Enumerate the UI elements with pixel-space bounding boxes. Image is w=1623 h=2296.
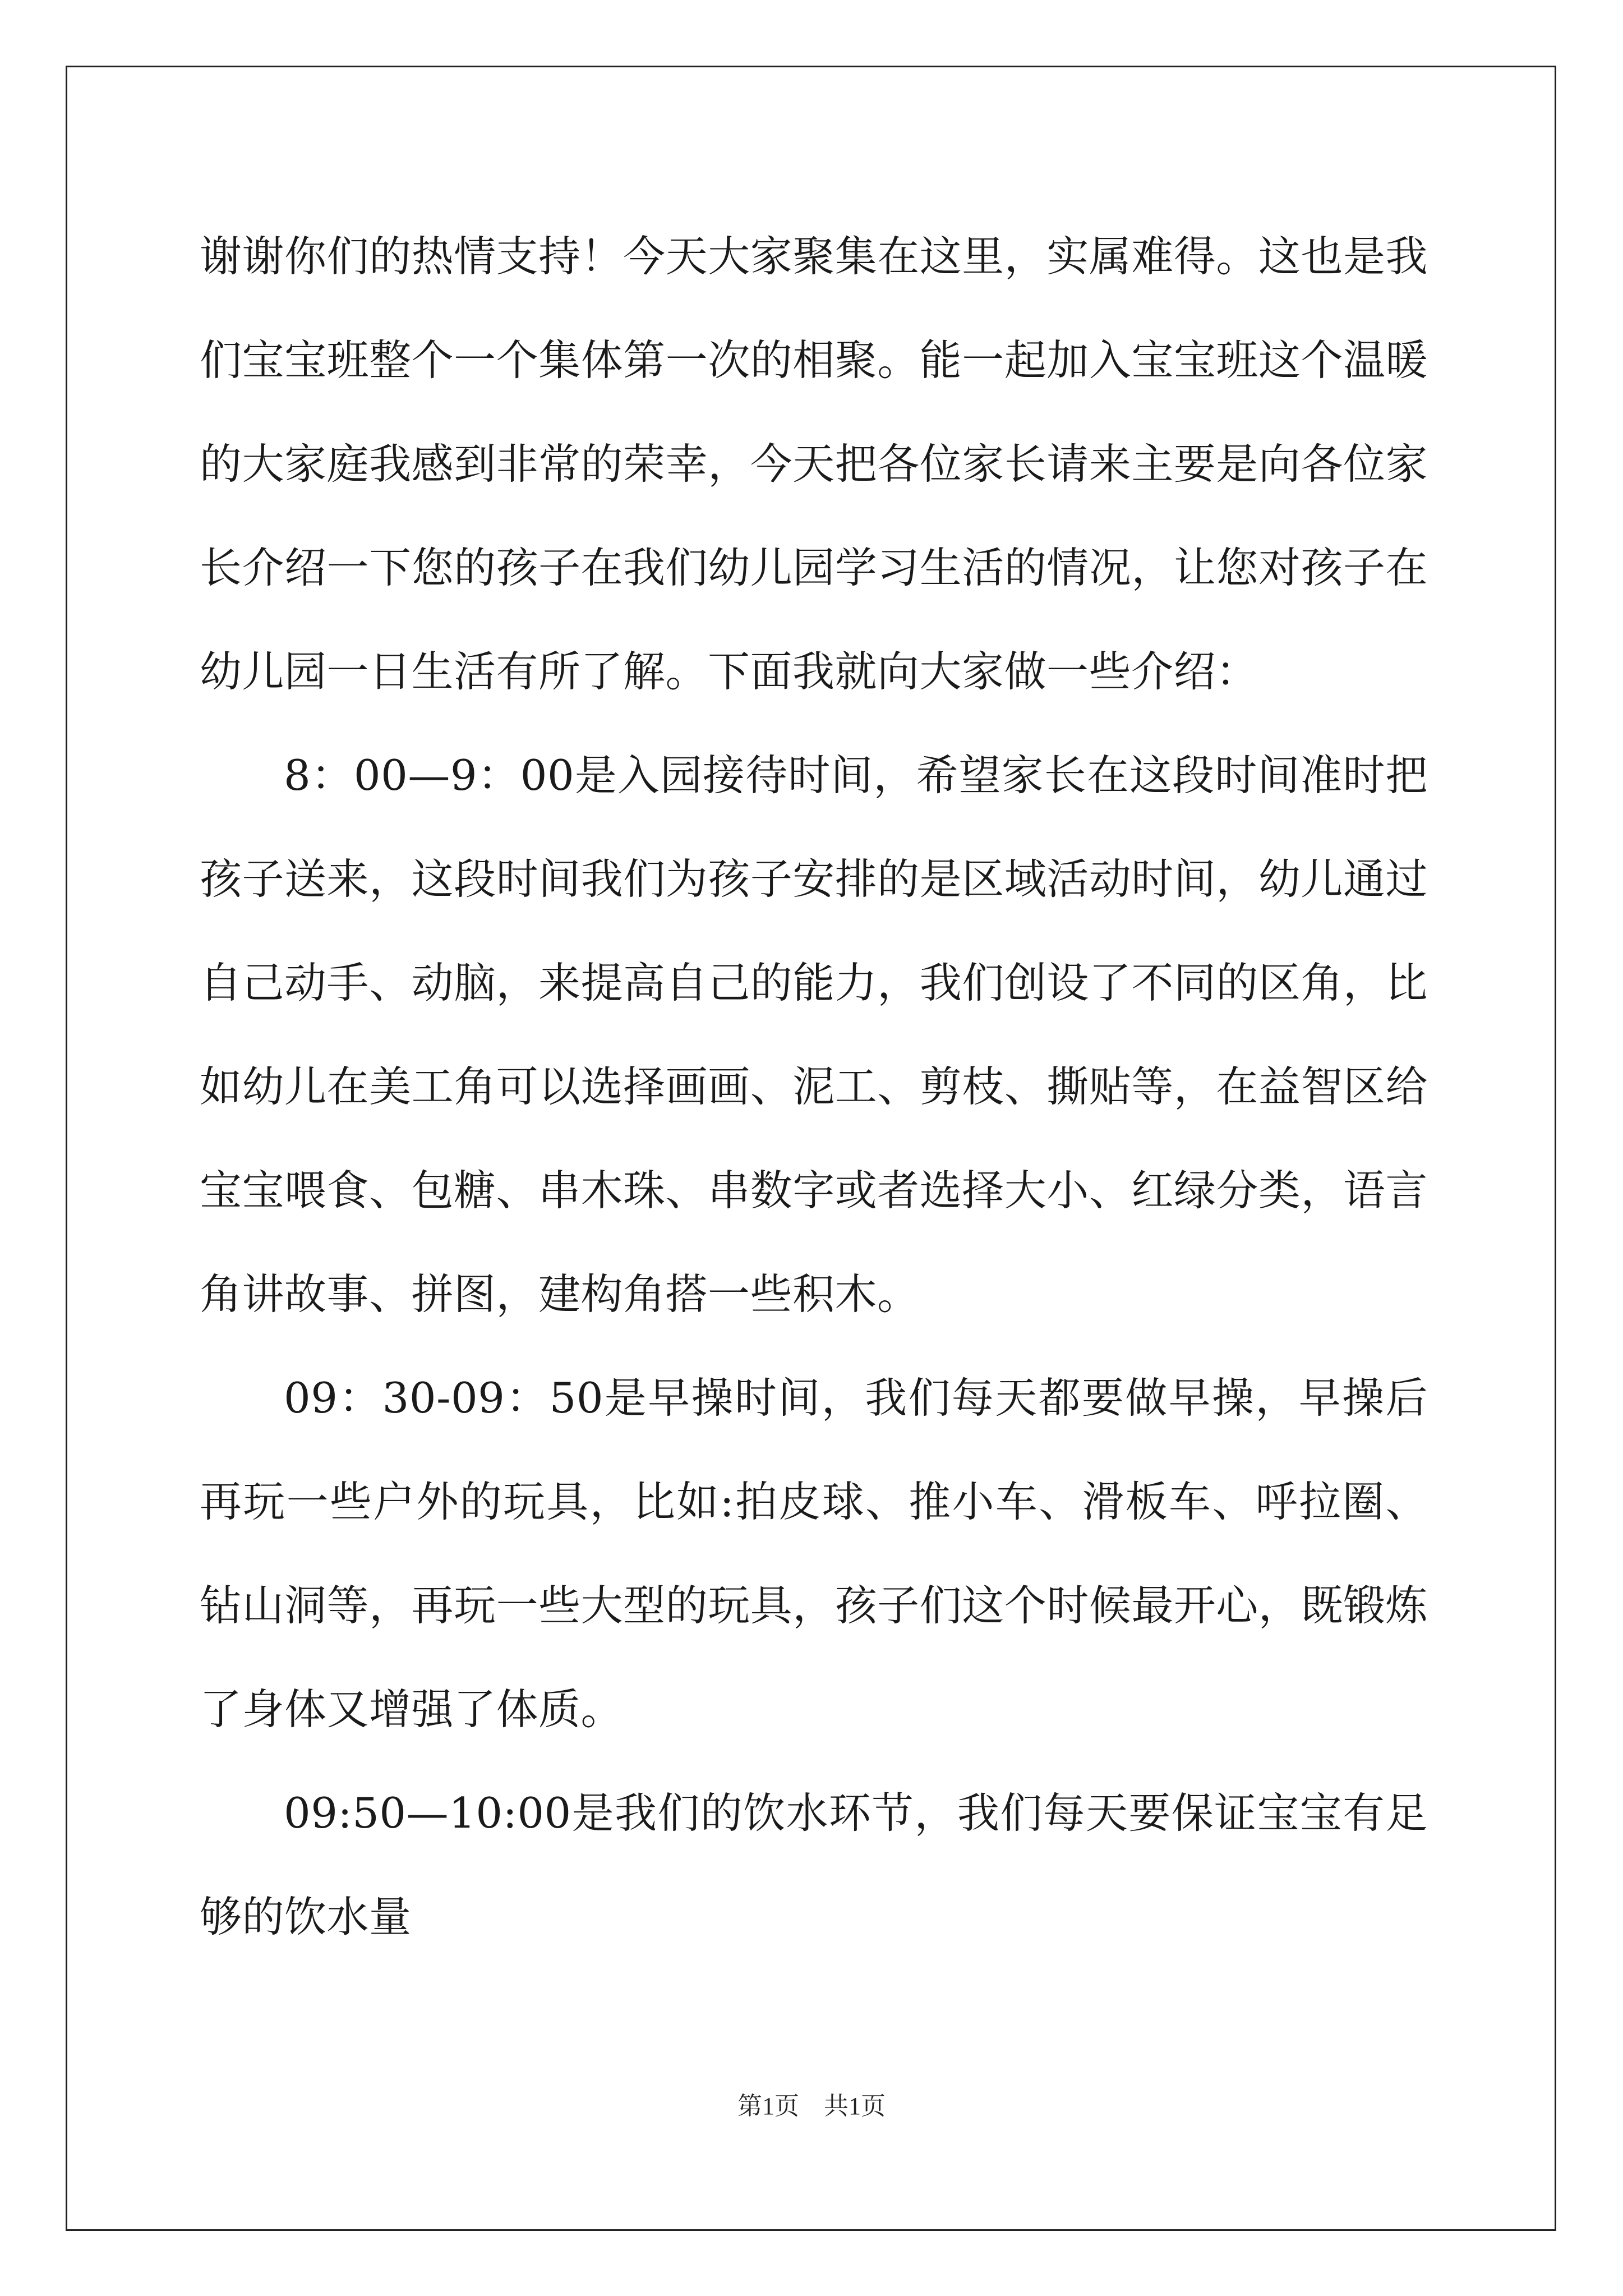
paragraph-arrival-schedule: 8：00—9：00是入园接待时间，希望家长在这段时间准时把孩子送来，这段时间我们为孩子安排的是区域活动时间，幼儿通过自己动手、动脑，来提高自己的能力，我们创设了不同的区角，比如幼儿在美工角可以选择画画、泥工、剪枝、撕贴等，在益智区给宝宝喂食、包糖、串木珠、串数字或者选择大小、红绿分类，语言角讲故事、拼图，建构角搭一些积木。 (200, 751, 1428, 1319)
paragraph-morning-exercise: 09：30-09：50是早操时间，我们每天都要做早操，早操后再玩一些户外的玩具，比如:拍皮球、推小车、滑板车、呼拉圈、钻山洞等，再玩一些大型的玩具，孩子们这个时候最开心，既锻炼了身体又增强了体质。 (200, 1373, 1428, 1734)
document-body (200, 205, 1428, 1969)
page-total: 共1页 (824, 2092, 886, 2120)
page-number: 第1页 (737, 2092, 799, 2120)
paragraph-intro: 谢谢你们的热情支持！今天大家聚集在这里，实属难得。这也是我们宝宝班整个一个集体第一次的相聚。能一起加入宝宝班这个温暖的大家庭我感到非常的荣幸，今天把各位家长请来主要是向各位家长介绍一下您的孩子在我们幼儿园学习生活的情况，让您对孩子在幼儿园一日生活有所了解。下面我就向大家做一些介绍： (200, 232, 1428, 696)
paragraph-water-break: 09:50—10:00是我们的饮水环节，我们每天要保证宝宝有足够的饮水量 (200, 1788, 1428, 1941)
page-footer (0, 2086, 1623, 2122)
